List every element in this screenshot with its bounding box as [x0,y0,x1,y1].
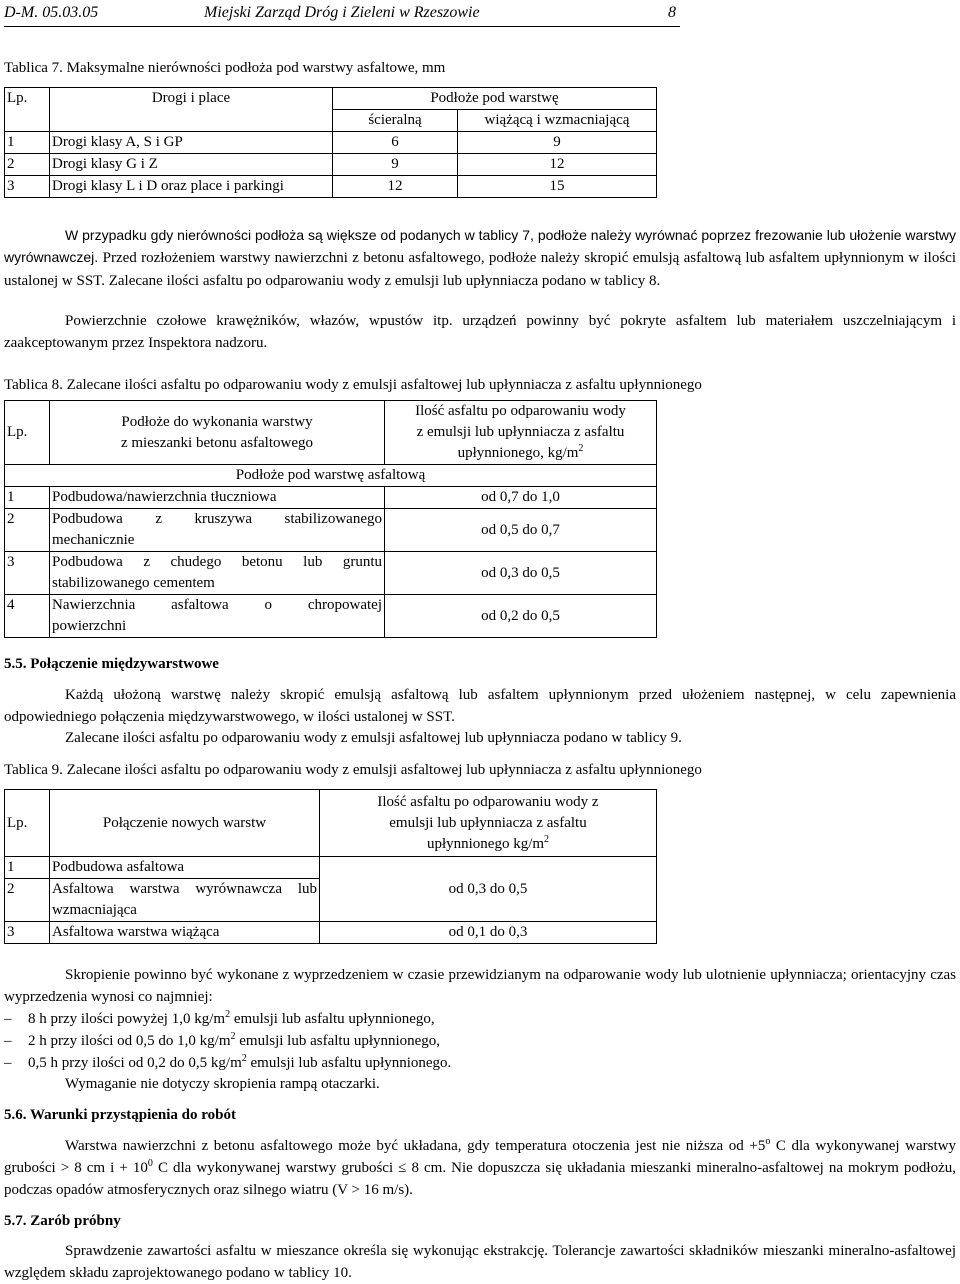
cell-base: Podbudowa/nawierzchnia tłuczniowa [50,487,385,509]
cell-wearing: 6 [333,132,458,154]
table-header-quantity: Ilość asfaltu po odparowaniu wody z emulsji lub upłynniacza z asfaltu upłynnionego $kg/m^2$ [320,790,657,857]
cell-connection: Podbudowa asfaltowa [50,857,320,879]
table-header-roads: Drogi i place [50,88,333,132]
cell-lp: 1 [5,857,50,879]
cell-lp: 2 [5,879,50,922]
table-header-binding: wiążącą i wzmacniającą [458,110,657,132]
table-row [5,132,657,154]
cell-name: Drogi klasy A, S i GP [50,132,333,154]
cell-lp: 1 [5,132,50,154]
section-heading-5-5: 5.5. Połączenie międzywarstwowe [4,656,219,672]
table-header-base: Podłoże pod warstwę [333,88,657,110]
timing-list [4,1008,904,1074]
spec-code: D-M. 05.03.05 [4,4,99,21]
paragraph-curbs: Powierzchnie czołowe krawężników, włazów, wpustów itp. urządzeń powinny być pokryte asfaltem lub materiałem uszczelniającym i zaakceptowanym przez Inspektora nadzoru. [4,313,956,351]
list-item: – 8 h przy ilości powyżej 1,0 $kg/m^2$ emulsji lub asfaltu upłynnionego, [4,1008,904,1030]
cell-quantity: od 0,3 do 0,5 [320,857,657,922]
cell-binding: 12 [458,154,657,176]
table-header-quantity: Ilość asfaltu po odparowaniu wody z emulsji lub upłynniacza z asfaltu upłynnionego, $kg/m^2$ [385,401,657,465]
table-row [5,487,657,509]
table-row [5,552,657,595]
paragraph-exception: Wymaganie nie dotyczy skropienia rampą otaczarki. [65,1076,380,1092]
cell-name: Drogi klasy G i Z [50,154,333,176]
cell-quantity: od 0,7 do 1,0 [385,487,657,509]
table-7 [4,87,657,198]
cell-lp: 3 [5,922,50,944]
cell-lp: 3 [5,176,50,198]
list-item: – 2 h przy ilości od 0,5 do 1,0 $kg/m^2$ emulsji lub asfaltu upłynnionego, [4,1030,904,1052]
cell-quantity: od 0,5 do 0,7 [385,509,657,552]
page-header [4,2,680,27]
cell-quantity: od 0,1 do 0,3 [320,922,657,944]
table-header-lp: Lp. [5,88,50,132]
table-row [5,509,657,552]
section-heading-5-6: 5.6. Warunki przystąpienia do robót [4,1107,236,1123]
cell-lp: 1 [5,487,50,509]
cell-base: Podbudowa z chudego betonu lub gruntu stabilizowanego cementem [50,552,385,595]
table-9 [4,789,657,944]
paragraph-table9-ref: Zalecane ilości asfaltu po odparowaniu wody z emulsji asfaltowej lub upłynniacza podano w tablicy 9. [65,730,682,746]
cell-binding: 15 [458,176,657,198]
paragraph-conditions: Warstwa nawierzchni z betonu asfaltowego może być układana, gdy temperatura otoczenia jest nie niższa od $+5^o$ C dla wykonywanej warstwy grubości > 8 cm $i + 10^0$ C dla wykonywanej warstwy grubości ≤ 8 cm. Nie dopuszcza się układania mieszanki mineralno-asfaltowej na mokrym podłożu, podczas opadów atmosferycznych oraz silnego wiatru (V > 16 m/s). [4,1136,957,1198]
cell-wearing: 12 [333,176,458,198]
table-row [5,922,657,944]
cell-base: Podbudowa z kruszywa stabilizowanego mechanicznie [50,509,385,552]
page-number: 8 [668,4,676,21]
cell-connection: Asfaltowa warstwa wiążąca [50,922,320,944]
table-row [5,595,657,638]
cell-lp: 2 [5,509,50,552]
table-header-lp: Lp. [5,401,50,465]
cell-lp: 3 [5,552,50,595]
paragraph-spraying: Skropienie powinno być wykonane z wyprzedzeniem w czasie przewidzianym na odparowanie wody lub ulotnienie upłynniacza; orientacyjny czas wyprzedzenia wynosi co najmniej: [4,967,956,1005]
cell-lp: 4 [5,595,50,638]
table-7-caption: Tablica 7. Maksymalne nierówności podłoża pod warstwy asfaltowe, mm [4,60,446,76]
paragraph-unevenness: W przypadku gdy nierówności podłoża są większe od podanych w tablicy 7, podłoże należy wyrównać poprzez frezowanie lub ułożenie warstwy wyrównawczej. Przed rozłożeniem warstwy nawierzchni z betonu asfaltowego, podłoże należy skropić emulsją asfaltową lub asfaltem upłynnionym w ilości ustalonej w SST. Zalecane ilości asfaltu po odparowaniu wody z emulsji lub upłynniacza podano w tablicy 8. [4,227,957,289]
table-8 [4,400,657,638]
table-row [5,176,657,198]
organization-name: Miejski Zarząd Dróg i Zieleni w Rzeszowie [204,4,480,21]
table-header-lp: Lp. [5,790,50,857]
cell-base: Nawierzchnia asfaltowa o chropowatej powierzchni [50,595,385,638]
cell-name: Drogi klasy L i D oraz place i parkingi [50,176,333,198]
table-header-base: Podłoże do wykonania warstwy z mieszanki betonu asfaltowego [50,401,385,465]
table-section-row: Podłoże pod warstwę asfaltową [5,465,657,487]
table-header-connection: Połączenie nowych warstw [50,790,320,857]
section-heading-5-7: 5.7. Zarób próbny [4,1213,121,1229]
cell-lp: 2 [5,154,50,176]
paragraph-interlayer: Każdą ułożoną warstwę należy skropić emulsją asfaltową lub asfaltem upłynnionym przed ułożeniem następnej, w celu zapewnienia odpowiedniego połączenia międzywarstwowego, w ilości ustalonej w SST. [4,687,956,725]
cell-quantity: od 0,2 do 0,5 [385,595,657,638]
table-8-caption: Tablica 8. Zalecane ilości asfaltu po odparowaniu wody z emulsji asfaltowej lub upłynniacza z asfaltu upłynnionego [4,377,702,393]
table-header-wearing: ścieralną [333,110,458,132]
cell-quantity: od 0,3 do 0,5 [385,552,657,595]
table-row [5,154,657,176]
cell-binding: 9 [458,132,657,154]
cell-wearing: 9 [333,154,458,176]
table-row [5,857,657,879]
list-item: – 0,5 h przy ilości od 0,2 do 0,5 $kg/m^2$ emulsji lub asfaltu upłynnionego. [4,1052,904,1074]
paragraph-trial-batch: Sprawdzenie zawartości asfaltu w mieszance określa się wykonując ekstrakcję. Tolerancje zawartości składników mieszanki mineralno-asfaltowej względem składu zaprojektowanego podano w tablicy 10. [4,1243,956,1281]
table-9-caption: Tablica 9. Zalecane ilości asfaltu po odparowaniu wody z emulsji asfaltowej lub upłynniacza z asfaltu upłynnionego [4,762,702,778]
cell-connection: Asfaltowa warstwa wyrównawcza lub wzmacniająca [50,879,320,922]
